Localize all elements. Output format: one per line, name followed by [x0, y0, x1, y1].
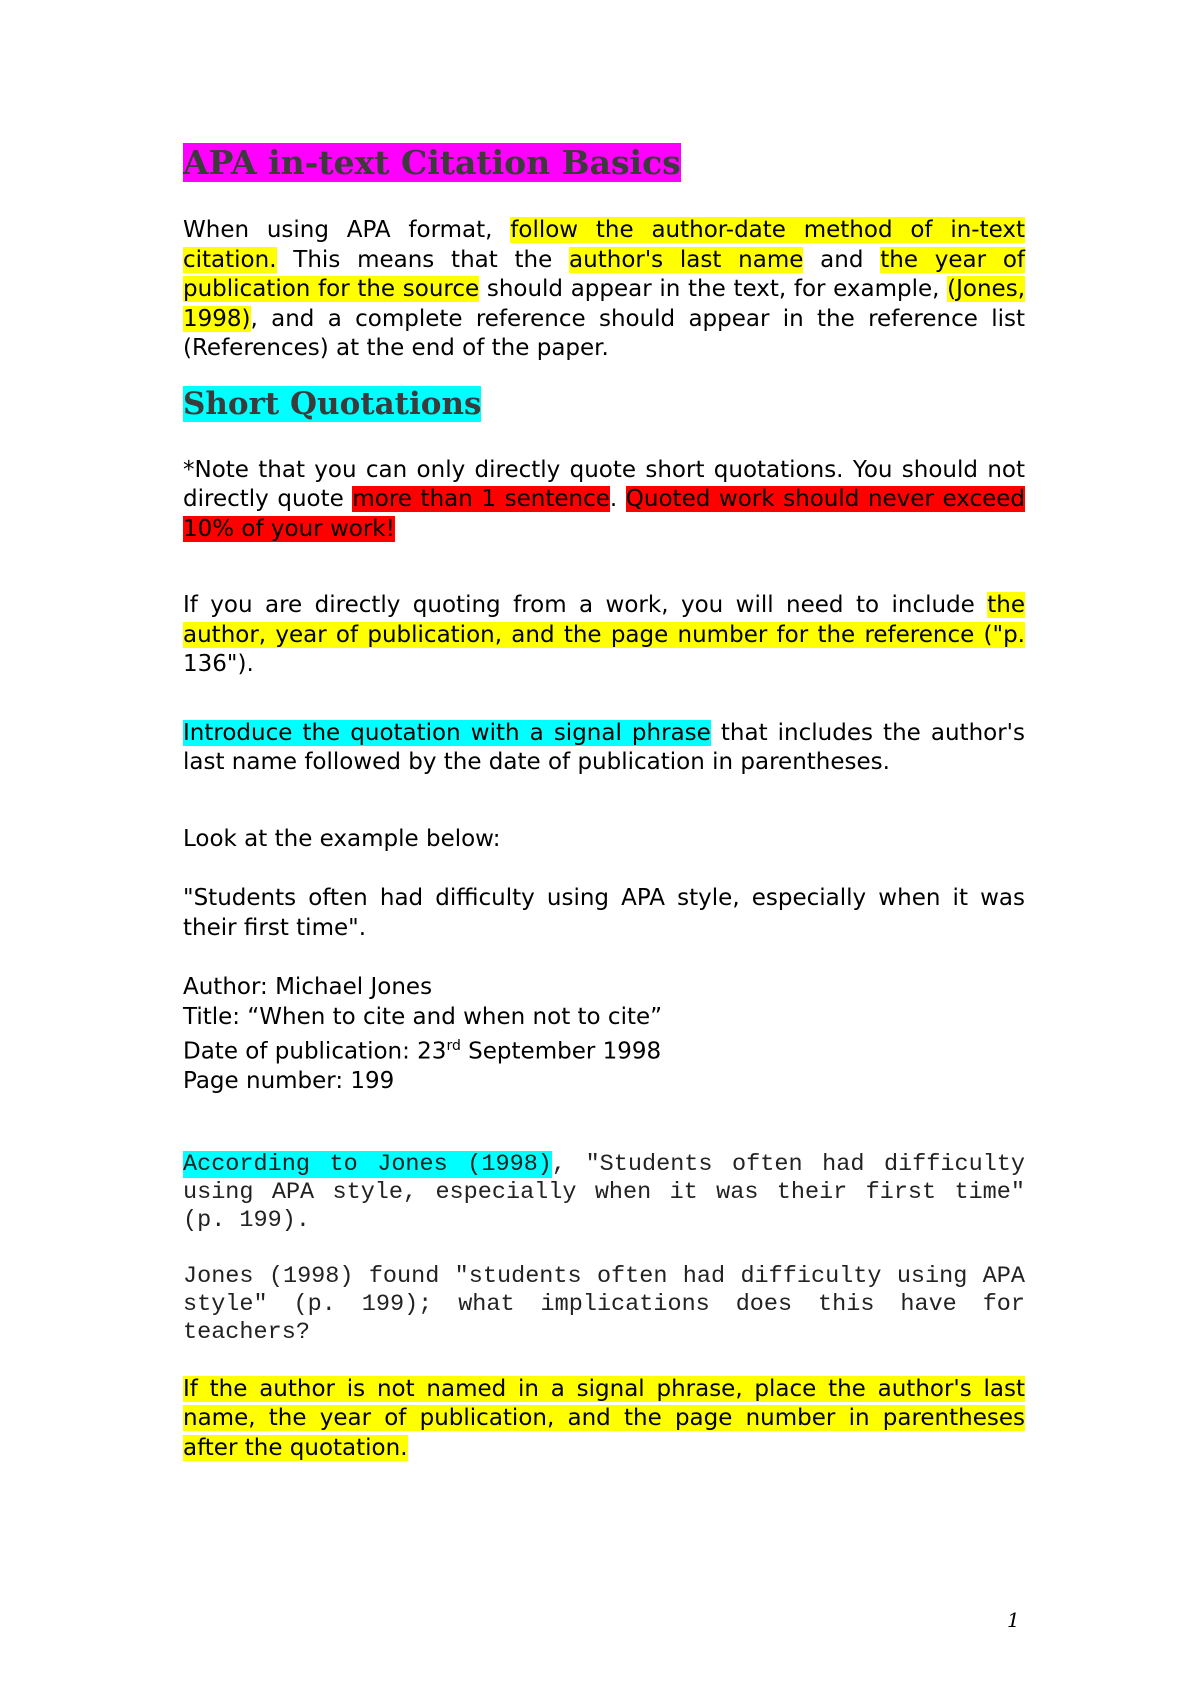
signal-text-1: that includes the author's last name followed by the date of publication in parentheses.: [183, 719, 1025, 775]
section-heading-text: Short Quotations: [183, 385, 482, 422]
closing-paragraph: [183, 1375, 1025, 1464]
note-paragraph: [183, 456, 1025, 545]
intro-paragraph: [183, 216, 1025, 364]
detail-date-prefix: Date of publication: 23: [183, 1038, 447, 1065]
detail-author: Author: Michael Jones: [183, 974, 433, 1000]
intro-text-1: When using APA format,: [183, 217, 511, 243]
document-page: [183, 140, 1025, 1463]
direct-highlight-1: the author, year of publication, and the page number for the reference ("p.: [183, 592, 1025, 648]
detail-page: Page number: 199: [183, 1068, 395, 1095]
detail-date-suffix: September 1998: [460, 1038, 662, 1065]
direct-text-2: 136").: [183, 651, 254, 677]
intro-text-2: This means that the: [276, 246, 570, 273]
signal-phrase-paragraph: [183, 719, 1025, 778]
intro-text-3: and: [803, 246, 881, 273]
intro-highlight-4: (Jones, 1998): [183, 276, 1026, 332]
example1-highlight: According to Jones (1998): [183, 1150, 552, 1178]
intro-highlight-1: follow the author-date method of in-text citation.: [183, 217, 1025, 273]
detail-title: Title: “When to cite and when not to cite”: [183, 1003, 663, 1030]
example-quote: "Students often had difficulty using APA style, especially when it was their first time".: [183, 885, 1025, 941]
note-text-1: *Note that you can only directly quote short quotations. You should not directly quote: [183, 456, 1025, 512]
source-details: [183, 973, 1025, 1097]
detail-date-superscript: rd: [446, 1038, 461, 1054]
intro-highlight-2: author's last name: [569, 246, 804, 273]
section-heading: [183, 382, 1025, 426]
title-text: APA in-text Citation Basics: [183, 143, 681, 182]
page-number: 1: [1007, 1608, 1020, 1632]
intro-text-4: should appear in the text, for example,: [479, 276, 948, 302]
direct-quote-paragraph: [183, 591, 1025, 680]
look-paragraph: Look at the example below:: [183, 825, 501, 852]
example-citation-2: Jones (1998) found "students often had difficulty using APA style" (p. 199); what implications does this have for teachers?: [183, 1262, 1025, 1346]
signal-highlight-1: Introduce the quotation with a signal phrase: [183, 719, 711, 746]
detail-date: [183, 1032, 1025, 1067]
example-citation-1: [183, 1151, 1025, 1235]
direct-text-1: If you are directly quoting from a work, you will need to include: [183, 592, 988, 618]
closing-highlight: If the author is not named in a signal phrase, place the author's last name, the year of publication, and the page number in parentheses after the quotation.: [183, 1375, 1025, 1461]
note-highlight-2: Quoted work should never exceed 10% of your work!: [183, 486, 1025, 542]
note-highlight-1: more than 1 sentence: [352, 486, 610, 512]
page-title: [183, 140, 1025, 186]
example1-text: , "Students often had difficulty using APA style, especially when it was their first time" (p. 199).: [183, 1150, 1025, 1234]
note-text-2: .: [609, 486, 626, 512]
intro-text-5: , and a complete reference should appear in the reference list (References) at the end of the paper.: [183, 305, 1025, 361]
intro-highlight-3: the year of publication for the source: [183, 246, 1025, 302]
